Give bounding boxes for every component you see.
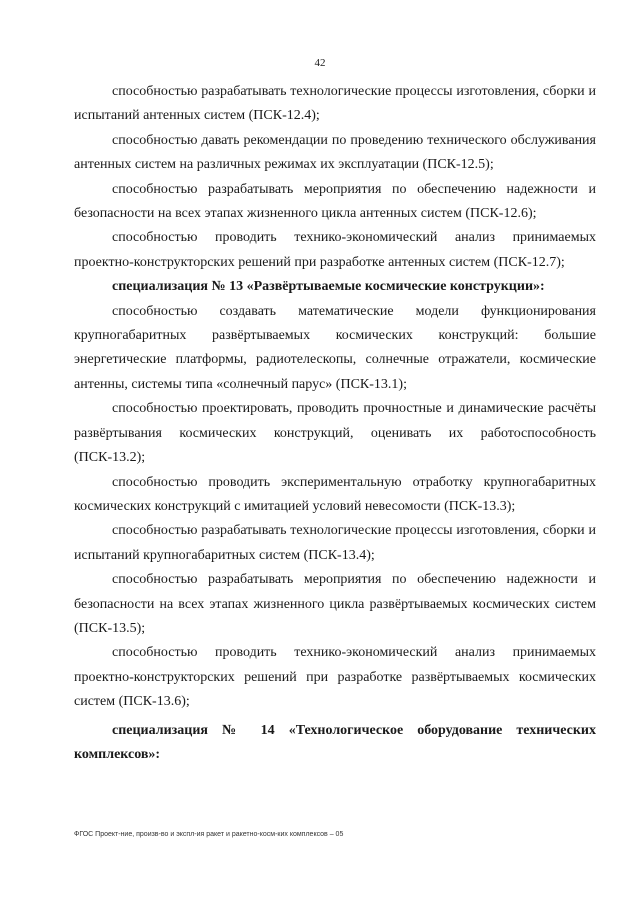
competency-psk-13-4: способностью разрабатывать технологические процессы изготовления, сборки и испытаний крупногабаритных систем (ПСК-13.4); [74,523,596,563]
competency-psk-12-6: способностью разрабатывать мероприятия по обеспечению надежности и безопасности на всех этапах жизненного цикла антенных систем (ПСК-12.6); [74,181,596,222]
competency-psk-12-4: способностью разрабатывать технологические процессы изготовления, сборки и испытаний антенных систем (ПСК-12.4); [74,84,596,124]
competency-psk-12-5: способностью давать рекомендации по проведению технического обслуживания антенных систем на различных режимах их эксплуатации (ПСК-12.5); [74,132,596,173]
document-footer: ФГОС Проект-ние, произв-во и экспл-ия ракет и ракетно-косм-ких комплексов – 05 [74,831,344,838]
specialization-14-heading: специализация № 14 «Технологическое оборудование технических комплексов»: [74,722,596,762]
page-number: 42 [314,57,326,69]
specialization-13-heading: специализация № 13 «Развёртываемые космические конструкции»: [112,279,545,295]
competency-psk-13-3: способностью проводить экспериментальную отработку крупногабаритных космических конструкций с имитацией условий невесомости (ПСК-13.3); [74,474,596,514]
competency-psk-13-1: способностью создавать математические модели функционирования крупногабаритных развёртываемых космических конструкций: большие энергетические платформы, радиотелескопы, солнечные отражатели, космические антенны, системы типа «солнечный парус» (ПСК-13.1); [74,303,596,392]
competency-psk-13-2: способностью проектировать, проводить прочностные и динамические расчёты развёртывания космических конструкций, оценивать их работоспособность (ПСК-13.2); [74,401,596,466]
competency-psk-12-7: способностью проводить технико-экономический анализ принимаемых проектно-конструкторских решений при разработке антенных систем (ПСК-12.7); [74,230,596,270]
competency-psk-13-6: способностью проводить технико-экономический анализ принимаемых проектно-конструкторских решений при разработке развёртываемых космических систем (ПСК-13.6); [74,645,596,710]
competency-psk-13-5: способностью разрабатывать мероприятия по обеспечению надежности и безопасности на всех этапах жизненного цикла развёртываемых космических систем (ПСК-13.5); [74,572,596,636]
document-body [74,80,596,767]
